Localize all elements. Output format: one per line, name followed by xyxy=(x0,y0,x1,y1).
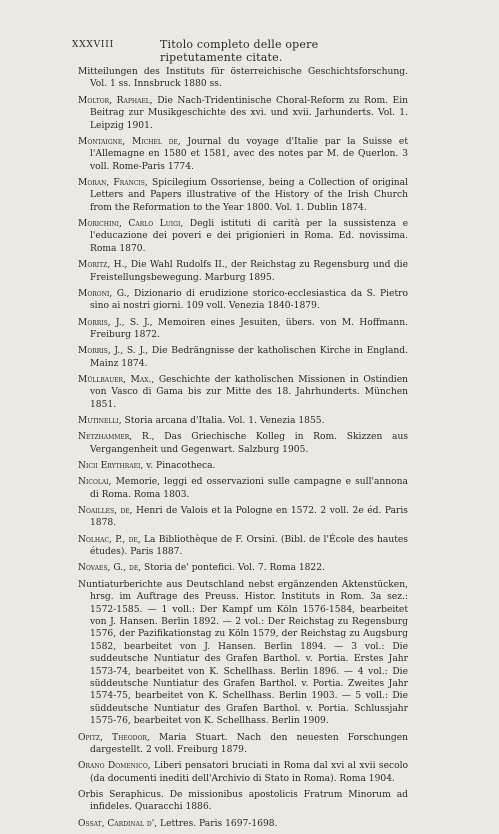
bibliography-entry xyxy=(78,177,408,214)
entry-author: Morris, J., S. J., xyxy=(78,317,153,328)
running-title: Titolo completo delle opere ripetutamente citate. xyxy=(160,38,319,64)
entry-text: Nuntiaturberichte aus Deutschland nebst ergänzenden Aktenstücken, hrsg. im Auftrage des Preuss. Histor. Instituts in Rom. 3a sez.: 1572-1585. — 1 voll.: Der Kampf um Köln 1576-1584, bearbeitet von J. Hansen. Berlin 1892. — 2 vol.: Der Reichstag zu Regensburg 1576, der Pazifikationstag zu Köln 1579, der Reichstag zu Augsburg 1582, bearbeitet von J. Hansen. Berlin 1894. — 3 vol.: Die suddeutsche Nuntiatur des Grafen Barthol. v. Portia. Erstes Jahr 1573-74, bearbeitet von K. Schellhass. Berlin 1896. — 4 vol.: Die süddeutsche Nuntiatur des Grafen Barthol. v. Portia. Zweites Jahr 1574-75, bearbeitet von K. Schellhass. Berlin 1903. — 5 voll.: Die süddeutsche Nuntiatur des Grafen Barthol. v. Portia. Schlussjahr 1575-76, bearbeitet von K. Schellhass. Berlin 1909. xyxy=(78,579,408,727)
bibliography-entry xyxy=(78,218,408,255)
bibliography-entry xyxy=(78,259,408,284)
entry-text: Die Nach-Tridentinische Choral-Reform zu Rom. Ein Beitrag zur Musikgeschichte des xvi. und xvii. Jarhunderts. Vol. 1. Leipzig 1901. xyxy=(90,95,408,131)
entry-text: Spicilegium Ossoriense, being a Collection of original Letters and Papers illustrative of the History of the Irish Church from the Reformation to the Year 1800. Vol. 1. Dublin 1874. xyxy=(90,177,408,213)
bibliography-entry xyxy=(78,534,408,559)
bibliography-entry xyxy=(78,345,408,370)
page-number: XXXVIII xyxy=(72,40,114,50)
entry-text: Das Griechische Kolleg in Rom. Skizzen aus Vergangenheit und Gegenwart. Salzburg 1905. xyxy=(90,432,408,455)
entry-text: v. Pinacotheca. xyxy=(143,461,216,472)
entry-text: Die Wahl Rudolfs II., der Reichstag zu Regensburg und die Freistellungsbewegung. Marburg 1895. xyxy=(90,260,408,283)
entry-text: La Bibliothèque de F. Orsini. (Bibl. de l'École des hautes études). Paris 1887. xyxy=(90,534,408,558)
entry-text: Storia arcana d'Italia. Vol. 1. Venezia 1855. xyxy=(121,416,325,427)
bibliography-entry xyxy=(78,760,408,785)
entry-author: Noailles, de, xyxy=(78,506,133,517)
entry-text: Degli istituti di carità per la sussistenza e l'educazione dei poveri e dei prigionieri in Roma. Ed. novissima. Roma 1870. xyxy=(90,219,409,254)
entry-text: Geschichte der katholischen Missionen in Ostindien von Vasco di Gama bis zur Mitte des 18. Jahrhunderts. München 1851. xyxy=(90,374,408,410)
entry-text: Die Bedrängnisse der katholischen Kirche in England. Mainz 1874. xyxy=(90,346,408,369)
entry-text: Liberi pensatori bruciati in Roma dal xvi al xvii secolo (da documenti inediti dell'Archivio di Stato in Roma). Roma 1904. xyxy=(90,761,408,784)
entry-author: Morichini, Carlo Luigi, xyxy=(78,219,184,230)
entry-author: Müllbauer, Max., xyxy=(78,374,155,385)
entry-text: Dizionario di erudizione storico-ecclesiastica da S. Pietro sino ai nostri giorni. 109 voll. Venezia 1840-1879. xyxy=(90,288,408,312)
bibliography-entry xyxy=(78,476,408,501)
bibliography-entry xyxy=(78,431,408,456)
bibliography-entry xyxy=(78,415,408,427)
entry-author: Moltor, Raphael, xyxy=(78,95,153,106)
entry-author: Montaigne, Michel de, xyxy=(78,136,181,147)
bibliography-entry xyxy=(78,789,408,814)
entry-author: Moran, Francis, xyxy=(78,177,148,188)
bibliography-entry xyxy=(78,288,408,313)
entry-author: Moroni, G., xyxy=(78,288,130,299)
entry-text: Journal du voyage d'Italie par la Suisse et l'Allemagne en 1580 et 1581, avec des notes par M. de Querlon. 3 voll. Rome-Paris 1774. xyxy=(90,136,408,172)
entry-text: Memorie, leggi ed osservazioni sulle campagne e sull'annona di Roma. Roma 1803. xyxy=(90,477,408,500)
entry-text: Memoiren eines Jesuiten, übers. von M. Hoffmann. Freiburg 1872. xyxy=(90,317,408,340)
entry-author: Mutinelli, xyxy=(78,416,122,427)
bibliography-entry xyxy=(78,136,408,173)
entry-text: Storia de' pontefici. Vol. 7. Roma 1822. xyxy=(141,563,325,574)
entry-author: Novaes, G., de, xyxy=(78,563,142,574)
entry-text: Mitteilungen des Instituts für österreichische Geschichtsforschung. Vol. 1 ss. Innsbruck 1880 ss. xyxy=(78,67,408,90)
running-header xyxy=(72,38,402,64)
entry-author: Nicolai, xyxy=(78,477,112,488)
bibliography-entry xyxy=(78,95,408,132)
entry-author: Orano Domenico, xyxy=(78,761,151,772)
entry-text: Maria Stuart. Nach den neuesten Forschungen dargestellt. 2 voll. Freiburg 1879. xyxy=(90,732,408,755)
bibliography-entry xyxy=(78,562,408,574)
bibliography-list xyxy=(78,66,408,834)
bibliography-entry xyxy=(78,579,408,728)
entry-author: Morris, J., S. J., xyxy=(78,346,149,357)
entry-author: Nicii Erythraei, xyxy=(78,461,144,472)
bibliography-entry xyxy=(78,374,408,411)
bibliography-entry xyxy=(78,818,408,830)
entry-author: Opitz, Theodor, xyxy=(78,732,150,743)
bibliography-entry xyxy=(78,732,408,757)
entry-text: Orbis Seraphicus. De missionibus apostolicis Fratrum Minorum ad infideles. Quaracchi 1886. xyxy=(78,789,408,813)
entry-text: Lettres. Paris 1697-1698. xyxy=(157,818,278,829)
entry-author: Moritz, H., xyxy=(78,260,128,271)
bibliography-entry xyxy=(78,460,408,472)
entry-text: Henri de Valois et la Pologne en 1572. 2 voll. 2e éd. Paris 1878. xyxy=(90,506,408,529)
bibliography-entry xyxy=(78,66,408,91)
entry-author: Nolhac, P., de, xyxy=(78,534,141,545)
entry-author: Netzhammer, R., xyxy=(78,432,155,443)
bibliography-entry xyxy=(78,317,408,342)
bibliography-entry xyxy=(78,505,408,530)
entry-author: Ossat, Cardinal d', xyxy=(78,818,158,829)
